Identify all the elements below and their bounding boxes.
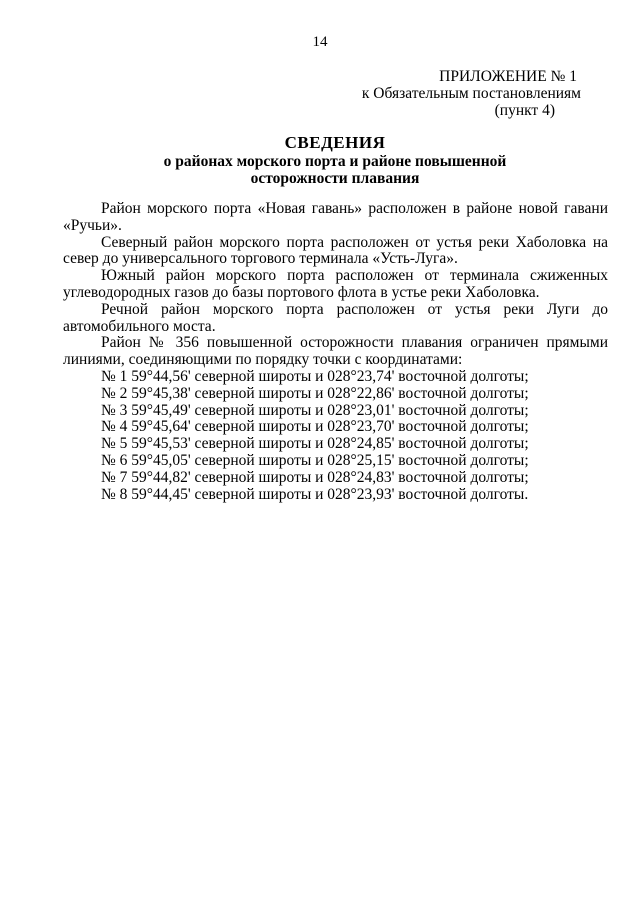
coordinate-point: № 4 59°45,64' северной широты и 028°23,70' восточной долготы; [101,418,529,436]
appendix-block [281,68,581,119]
document-heading [0,134,640,187]
coordinate-point: № 3 59°45,49' северной широты и 028°23,01' восточной долготы; [101,401,529,419]
paragraph-southern-district: Южный район морского порта расположен от терминала сжиженных углеводородных газов до базы портового флота в устье реки Хаболовка. [63,267,608,301]
coordinate-point: № 8 59°44,45' северной широты и 028°23,93' восточной долготы. [101,485,529,503]
coordinate-point: № 1 59°44,56' северной широты и 028°23,74' восточной долготы; [101,367,529,385]
heading-subtitle-line-2: осторожности плавания [250,170,420,187]
coordinate-point: № 2 59°45,38' северной широты и 028°22,86' восточной долготы; [101,384,529,402]
heading-subtitle-line-1: о районах морского порта и районе повышенной [163,153,507,170]
paragraph-northern-district: Северный район морского порта расположен от устья реки Хаболовка на север до универсального торгового терминала «Усть-Луга». [63,233,608,268]
coordinate-point: № 7 59°44,82' северной широты и 028°24,83' восточной долготы; [101,468,529,486]
paragraph-new-harbor: Район морского порта «Новая гавань» расположен в районе новой гавани «Ручьи». [63,200,608,234]
paragraph-caution-area: Район № 356 повышенной осторожности плавания ограничен прямыми линиями, соединяющими по порядку точки с координатами: [63,334,608,369]
appendix-title: ПРИЛОЖЕНИЕ № 1 [439,68,577,85]
appendix-reference: к Обязательным постановлениям [361,85,581,102]
coordinate-point: № 5 59°45,53' северной широты и 028°24,85' восточной долготы; [101,435,529,453]
coordinate-point: № 6 59°45,05' северной широты и 028°25,15' восточной долготы; [101,451,529,469]
document-body [63,201,608,503]
page-number: 14 [312,34,328,50]
appendix-point: (пункт 4) [494,102,555,119]
heading-title: СВЕДЕНИЯ [284,133,386,152]
paragraph-river-district: Речной район морского порта расположен от устья реки Луги до автомобильного моста. [63,300,608,335]
